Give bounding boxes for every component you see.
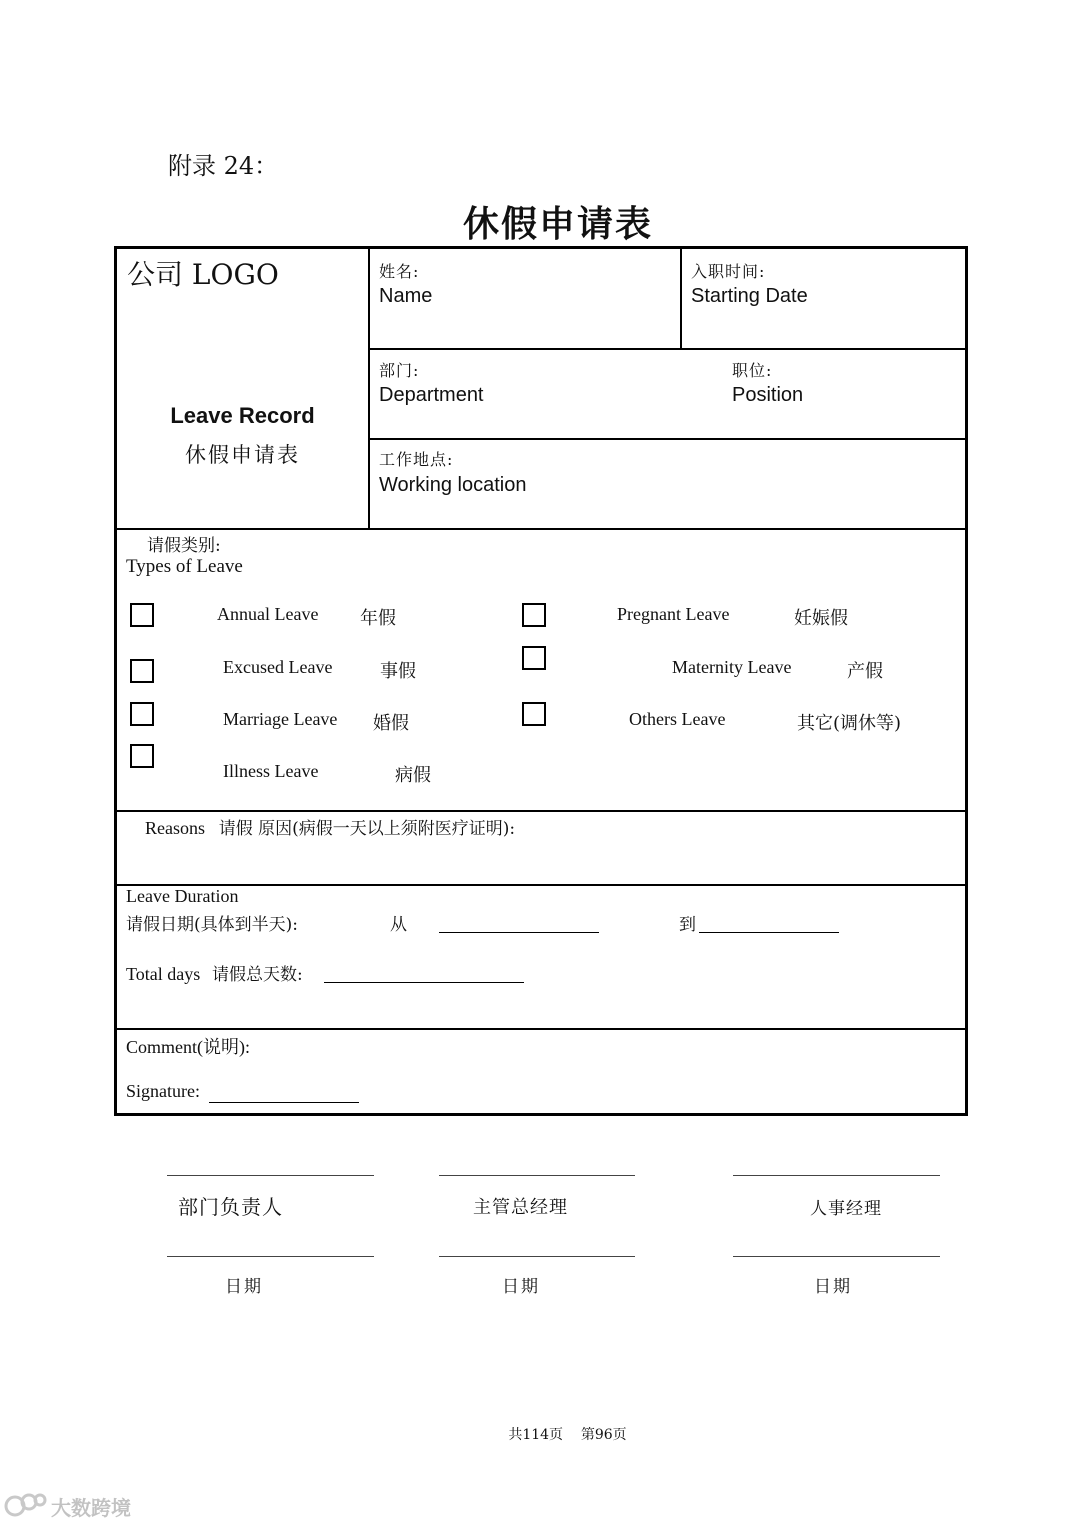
excused-leave-label-en: Excused Leave xyxy=(223,657,333,677)
divider-logo xyxy=(368,249,370,530)
divider-header xyxy=(117,528,965,530)
duration-from-label: 从 xyxy=(390,915,407,935)
total-days-label-cn: 请假总天数: xyxy=(211,965,303,985)
marriage-leave-label-en: Marriage Leave xyxy=(223,709,338,729)
annual-leave-label-cn: 年假 xyxy=(360,608,396,629)
divider-duration xyxy=(117,1028,965,1030)
hr-manager-label: 人事经理 xyxy=(810,1199,882,1219)
maternity-leave-checkbox[interactable] xyxy=(522,646,546,670)
start-date-label-cn: 入职时间: xyxy=(691,262,766,281)
leave-types-label-en: Types of Leave xyxy=(126,556,243,577)
duration-from-field[interactable] xyxy=(439,932,599,933)
start-date-label-en: Starting Date xyxy=(691,285,808,307)
location-label-cn: 工作地点: xyxy=(379,450,454,469)
signature-field[interactable] xyxy=(209,1102,359,1103)
logo-placeholder: 公司 LOGO xyxy=(127,258,279,291)
duration-label-cn: 请假日期(具体到半天): xyxy=(126,915,298,935)
gm-label: 主管总经理 xyxy=(473,1197,568,1218)
excused-leave-label-cn: 事假 xyxy=(380,661,416,682)
position-label-cn: 职位: xyxy=(732,361,773,380)
illness-leave-checkbox[interactable] xyxy=(130,744,154,768)
annual-leave-label-en: Annual Leave xyxy=(217,604,319,624)
total-days-label-en: Total days xyxy=(126,964,201,984)
duration-to-field[interactable] xyxy=(699,932,839,933)
signature-label: Signature: xyxy=(126,1081,200,1101)
name-label-cn: 姓名: xyxy=(379,262,420,281)
marriage-leave-checkbox[interactable] xyxy=(130,702,154,726)
pregnant-leave-label-en: Pregnant Leave xyxy=(617,604,730,624)
leave-form xyxy=(114,246,968,1116)
record-title-en: Leave Record xyxy=(170,403,315,428)
dept-head-date-label: 日期 xyxy=(225,1277,263,1297)
others-leave-label-cn: 其它(调休等) xyxy=(797,713,902,734)
illness-leave-label-cn: 病假 xyxy=(395,765,431,786)
appendix-label: 附录 24： xyxy=(168,152,279,180)
total-days-field[interactable] xyxy=(324,982,524,983)
pregnant-leave-checkbox[interactable] xyxy=(522,603,546,627)
others-leave-checkbox[interactable] xyxy=(522,702,546,726)
hr-date-line[interactable] xyxy=(733,1256,940,1257)
divider-row1 xyxy=(369,348,965,350)
reasons-label xyxy=(145,814,515,839)
dept-head-date-line[interactable] xyxy=(167,1256,374,1257)
comment-label: Comment(说明): xyxy=(126,1037,250,1057)
annual-leave-checkbox[interactable] xyxy=(130,603,154,627)
pregnant-leave-label-cn: 妊娠假 xyxy=(794,608,848,629)
department-label-cn: 部门: xyxy=(379,361,420,380)
leave-types-label-cn: 请假类别: xyxy=(147,536,221,556)
watermark-icon xyxy=(3,1490,47,1520)
gm-signature-line[interactable] xyxy=(439,1175,635,1176)
marriage-leave-label-cn: 婚假 xyxy=(373,713,409,734)
position-label-en: Position xyxy=(732,384,804,406)
gm-date-label: 日期 xyxy=(502,1277,540,1297)
reasons-field[interactable] xyxy=(123,841,959,881)
watermark-text: 大数跨境 xyxy=(51,1496,131,1520)
watermark-logo xyxy=(1,1486,151,1526)
dept-head-signature-line[interactable] xyxy=(167,1175,374,1176)
reasons-label-cn: 请假 原因(病假一天以上须附医疗证明): xyxy=(218,819,516,839)
page-footer: 共114页 第96页 xyxy=(508,1427,627,1443)
others-leave-label-en: Others Leave xyxy=(629,709,726,729)
excused-leave-checkbox[interactable] xyxy=(130,659,154,683)
maternity-leave-label-cn: 产假 xyxy=(847,661,883,682)
hr-date-label: 日期 xyxy=(814,1277,852,1297)
name-label-en: Name xyxy=(379,285,433,307)
gm-date-line[interactable] xyxy=(439,1256,635,1257)
illness-leave-label-en: Illness Leave xyxy=(223,761,319,781)
page-title: 休假申请表 xyxy=(462,203,653,245)
duration-to-label: 到 xyxy=(679,915,696,935)
maternity-leave-label-en: Maternity Leave xyxy=(672,657,792,677)
divider-reasons xyxy=(117,884,965,886)
hr-signature-line[interactable] xyxy=(733,1175,940,1176)
location-label-en: Working location xyxy=(379,474,527,496)
duration-label-en: Leave Duration xyxy=(126,886,239,906)
dept-head-label: 部门负责人 xyxy=(178,1195,283,1219)
divider-name-start xyxy=(680,249,682,349)
divider-types xyxy=(117,810,965,812)
record-title-cn: 休假申请表 xyxy=(185,443,300,467)
department-label-en: Department xyxy=(379,384,484,406)
divider-row2 xyxy=(369,438,965,440)
total-days-label xyxy=(126,960,303,985)
reasons-label-en: Reasons xyxy=(145,818,205,838)
